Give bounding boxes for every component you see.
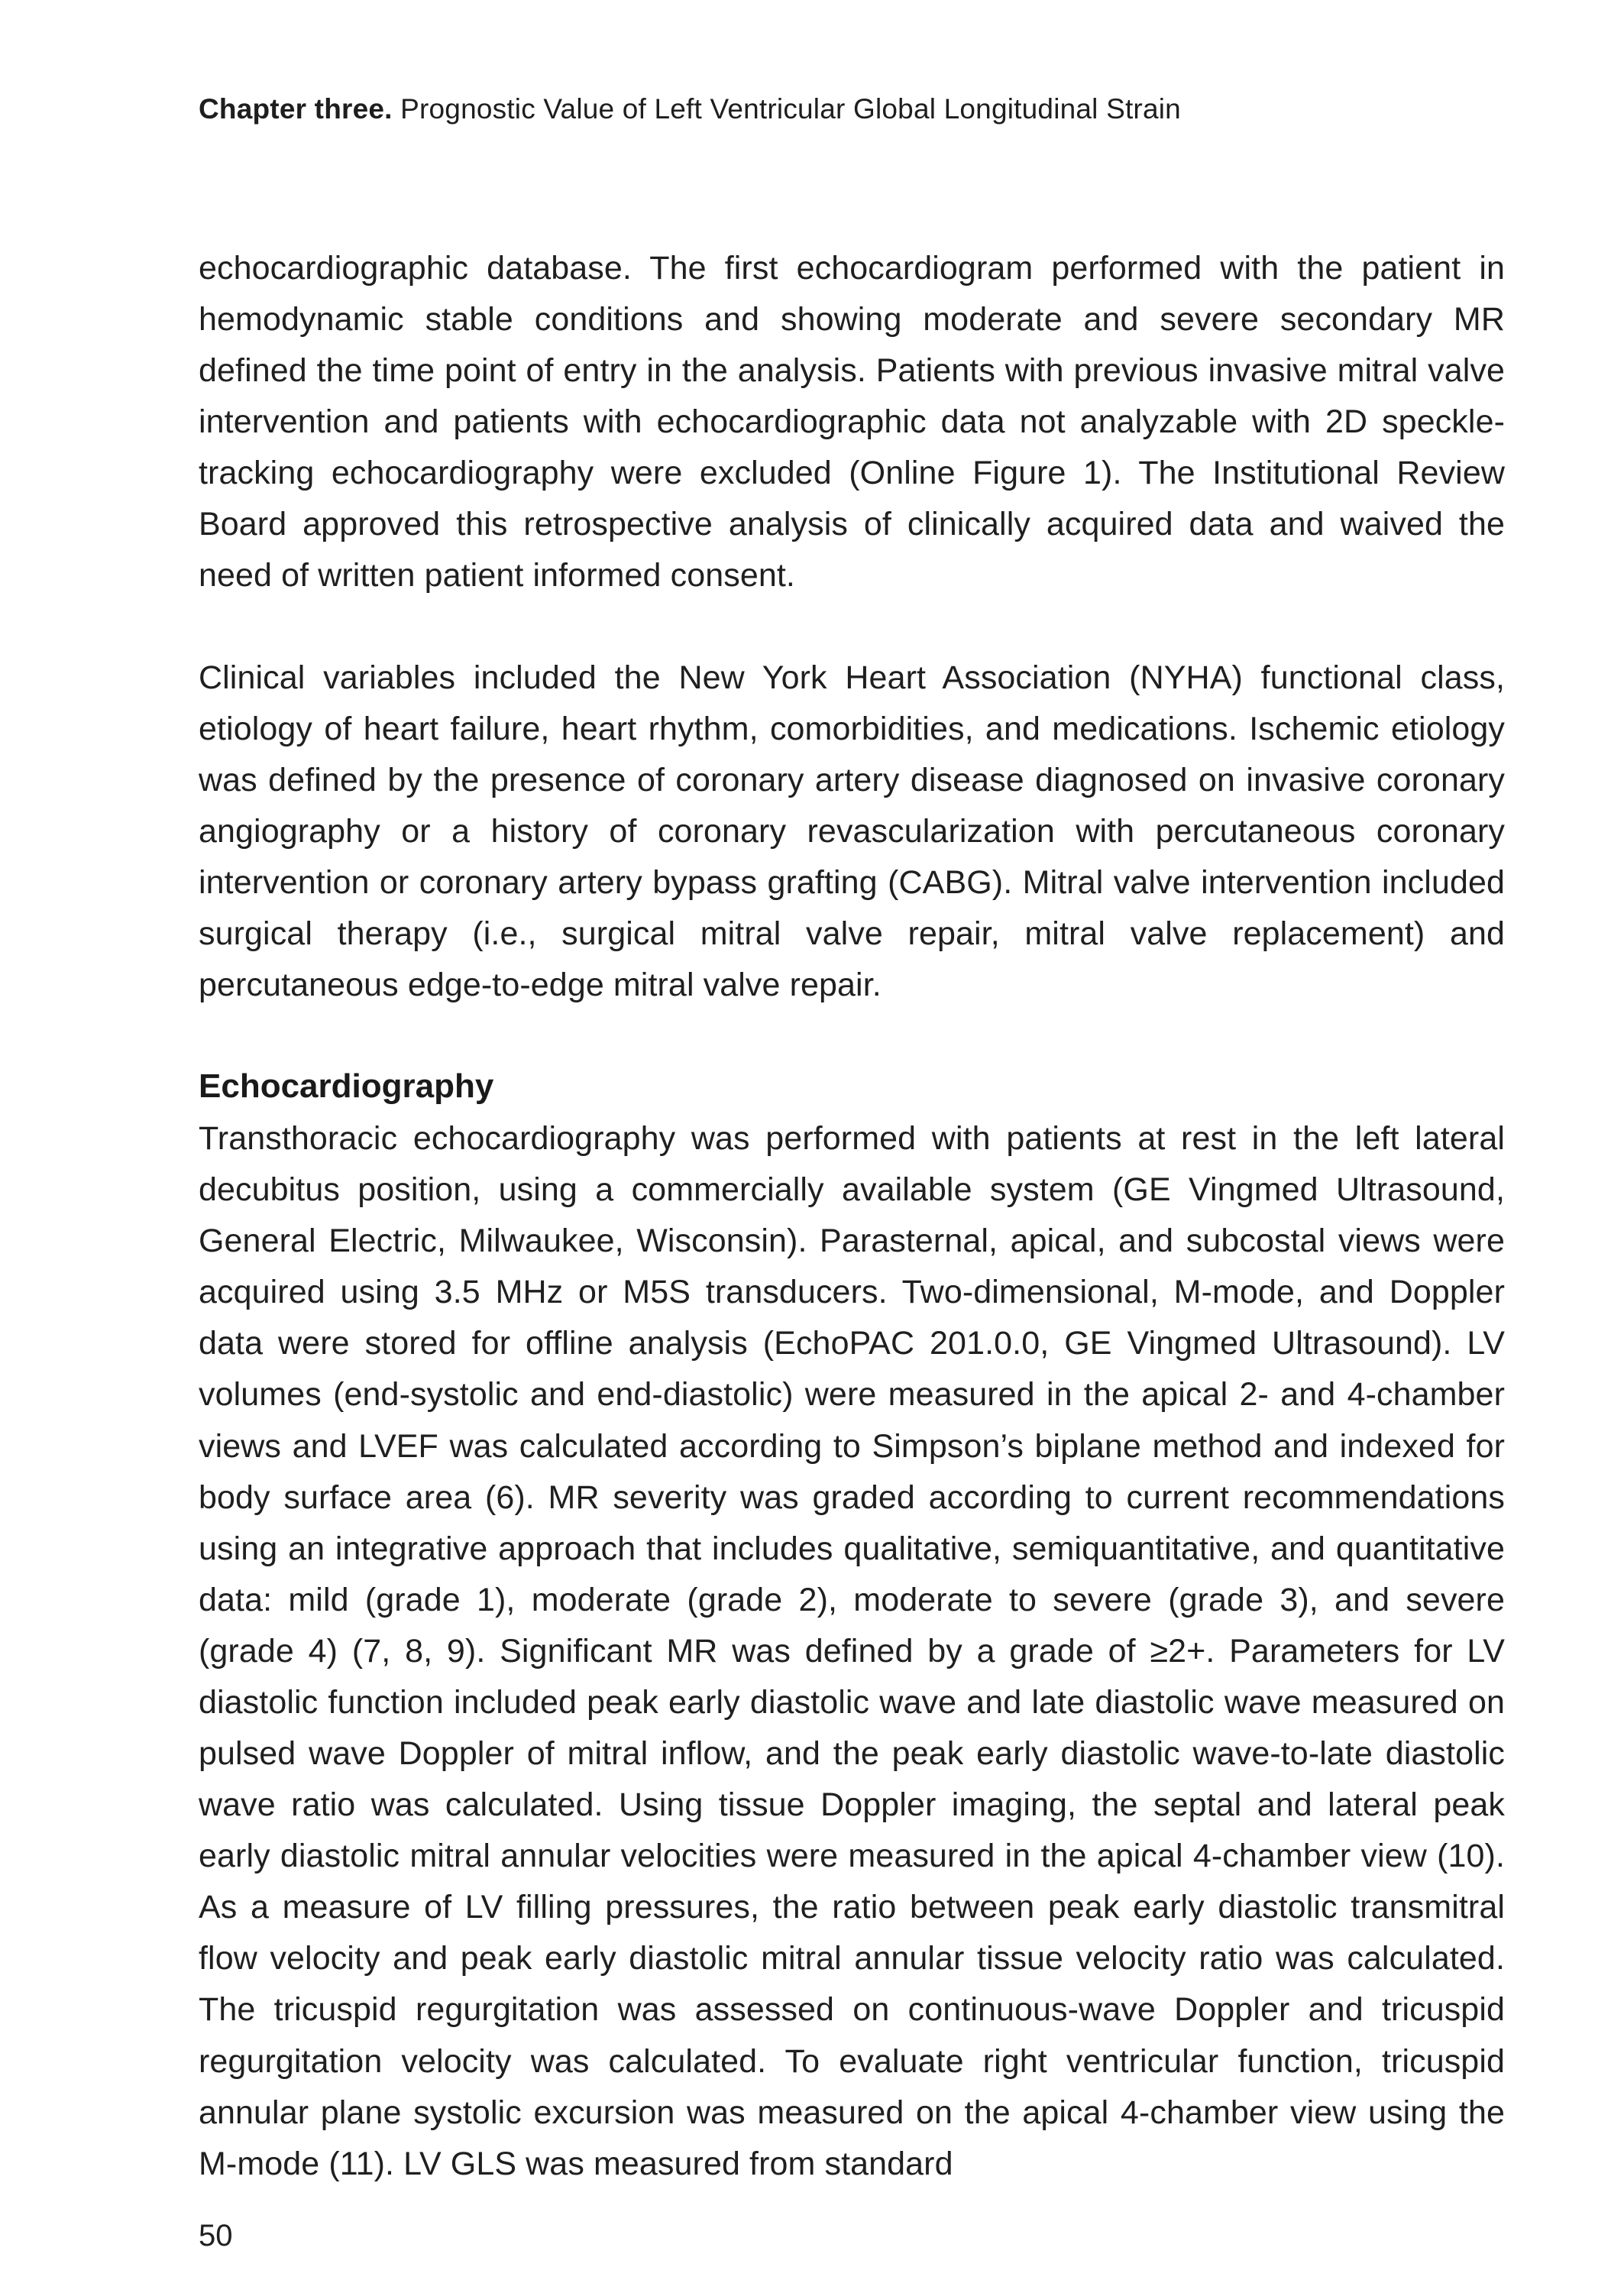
paragraph-clinical-variables: Clinical variables included the New York Heart Association (NYHA) functional class, etiology of heart failure, heart rhythm, comorbidities, and medications. Ischemic etiology was defined by the presence of coronary artery disease diagnosed on invasive coronary angiography or a history of coronary revascularization with percutaneous coronary intervention or coronary artery bypass grafting (CABG). Mitral valve intervention included surgical therapy (i.e., surgical mitral valve repair, mitral valve replacement) and percutaneous edge-to-edge mitral valve repair.	[199, 659, 1505, 1004]
paragraph-methods-database: echocardiographic database. The first echocardiogram performed with the patient in hemodynamic stable conditions and showing moderate and severe secondary MR defined the time point of entry in the analysis. Patients with previous invasive mitral valve intervention and patients with echocardiographic data not analyzable with 2D speckle-tracking echocardiography were excluded (Online Figure 1). The Institutional Review Board approved this retrospective analysis of clinically acquired data and waived the need of written patient informed consent.	[199, 250, 1505, 594]
running-header	[199, 90, 1505, 128]
chapter-title: Prognostic Value of Left Ventricular Global Longitudinal Strain	[392, 93, 1181, 125]
page-body	[199, 243, 1505, 2240]
section-heading-echocardiography: Echocardiography	[199, 1067, 494, 1106]
page-number: 50	[199, 2219, 233, 2253]
paragraph-echocardiography-methods: Transthoracic echocardiography was performed with patients at rest in the left lateral decubitus position, using a commercially available system (GE Vingmed Ultrasound, General Electric, Milwaukee, Wisconsin). Parasternal, apical, and subcostal views were acquired using 3.5 MHz or M5S transducers. Two-dimensional, M-mode, and Doppler data were stored for offline analysis (EchoPAC 201.0.0, GE Vingmed Ultrasound). LV volumes (end-systolic and end-diastolic) were measured in the apical 2- and 4-chamber views and LVEF was calculated according to Simpson’s biplane method and indexed for body surface area (6). MR severity was graded according to current recommendations using an integrative approach that includes qualitative, semiquantitative, and quantitative data: mild (grade 1), moderate (grade 2), moderate to severe (grade 3), and severe (grade 4) (7, 8, 9). Significant MR was defined by a grade of ≥2+. Parameters for LV diastolic function included peak early diastolic wave and late diastolic wave measured on pulsed wave Doppler of mitral inflow, and the peak early diastolic wave-to-late diastolic wave ratio was calculated. Using tissue Doppler imaging, the septal and lateral peak early diastolic mitral annular velocities were measured in the apical 4-chamber view (10). As a measure of LV filling pressures, the ratio between peak early diastolic transmitral flow velocity and peak early diastolic mitral annular tissue velocity ratio was calculated. The tricuspid regurgitation was assessed on continuous-wave Doppler and tricuspid regurgitation velocity was calculated. To evaluate right ventricular function, tricuspid annular plane systolic excursion was measured on the apical 4-chamber view using the M-mode (11). LV GLS was measured from standard	[199, 1120, 1505, 2182]
chapter-label: Chapter three.	[199, 93, 393, 125]
